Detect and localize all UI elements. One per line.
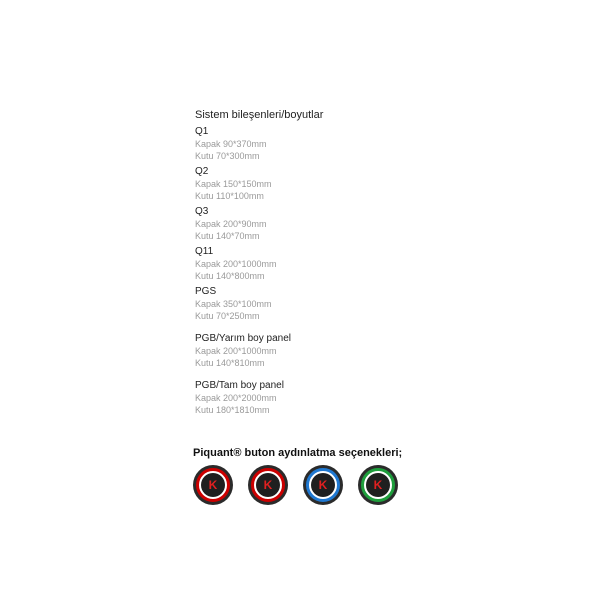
component-item-q11 [195, 246, 495, 282]
button-letter: K [208, 478, 218, 492]
button-letter: K [373, 478, 383, 492]
box-dimension: Kutu 140*70mm [195, 231, 260, 241]
component-name: PGS [195, 286, 217, 297]
cover-dimension: Kapak 150*150mm [195, 179, 272, 189]
component-name: PGB/Yarım boy panel [195, 333, 291, 344]
button-letter: K [318, 478, 328, 492]
blue-illuminated-k-button-icon [303, 465, 343, 505]
component-name: Q3 [195, 206, 209, 217]
red-illuminated-k-button-icon [248, 465, 288, 505]
cover-dimension: Kapak 200*2000mm [195, 393, 277, 403]
component-item-q2 [195, 166, 495, 202]
cover-dimension: Kapak 200*1000mm [195, 346, 277, 356]
section-title: Sistem bileşenleri/boyutlar [195, 109, 324, 121]
box-dimension: Kutu 70*250mm [195, 311, 260, 321]
dimensions-section [195, 108, 495, 418]
box-dimension: Kutu 110*100mm [195, 191, 264, 201]
component-item-q3 [195, 206, 495, 242]
component-item-pgb-full [195, 380, 495, 416]
button-letter: K [263, 478, 273, 492]
cover-dimension: Kapak 200*1000mm [195, 259, 277, 269]
cover-dimension: Kapak 200*90mm [195, 219, 267, 229]
box-dimension: Kutu 140*810mm [195, 358, 265, 368]
component-name: PGB/Tam boy panel [195, 380, 284, 391]
box-dimension: Kutu 70*300mm [195, 151, 260, 161]
component-name: Q11 [195, 246, 214, 257]
green-illuminated-k-button-icon [358, 465, 398, 505]
component-item-pgs [195, 286, 495, 322]
box-dimension: Kutu 140*800mm [195, 271, 265, 281]
cover-dimension: Kapak 350*100mm [195, 299, 272, 309]
cover-dimension: Kapak 90*370mm [195, 139, 267, 149]
lighting-options [193, 465, 398, 505]
box-dimension: Kutu 180*1810mm [195, 405, 270, 415]
component-name: Q1 [195, 126, 209, 137]
red-illuminated-k-button-icon [193, 465, 233, 505]
component-item-q1 [195, 126, 495, 162]
component-item-pgb-half [195, 333, 495, 369]
component-name: Q2 [195, 166, 209, 177]
lighting-options-title: Piquant® buton aydınlatma seçenekleri; [193, 447, 403, 459]
